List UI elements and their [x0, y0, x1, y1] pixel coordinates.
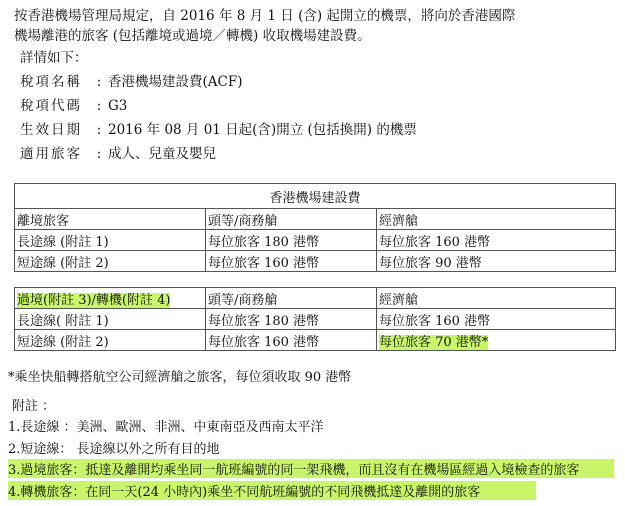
table-cell: 長途線 (附註 1) — [15, 230, 206, 251]
info-row-tax-name — [20, 70, 242, 90]
table-cell: 每位旅客 180 港幣 — [206, 309, 377, 330]
info-colon: : — [96, 122, 102, 138]
note-1: 1.長途線 ：美洲、歐洲、非洲、中東南亞及西南太平洋 — [8, 420, 324, 435]
footnote: *乘坐快船轉搭航空公司經濟艙之旅客，每位須收取 90 港幣 — [8, 370, 352, 385]
info-value: 成人、兒童及嬰兒 — [108, 146, 216, 162]
info-row-passengers — [20, 142, 216, 162]
table-cell: 短途線 (附註 2) — [15, 330, 206, 351]
info-label: 生效日期 — [20, 122, 82, 138]
table-header-row — [15, 209, 616, 230]
table-cell: 每位旅客 160 港幣 — [377, 230, 616, 251]
info-colon: : — [96, 74, 102, 90]
table-header-row — [15, 288, 616, 309]
table-cell: 長途線( 附註 1) — [15, 309, 206, 330]
intro-line-1: 按香港機場管理局規定，自 2016 年 8 月 1 日 (含) 起開立的機票，將向於香港國際 — [14, 8, 516, 24]
note-2: 2.短途線： 長途線以外之所有目的地 — [8, 442, 220, 457]
intro-line-3: 詳情如下： — [20, 50, 88, 66]
info-colon: : — [96, 146, 102, 162]
departure-fee-table — [14, 183, 616, 272]
table-cell: 每位旅客 180 港幣 — [206, 230, 377, 251]
table-cell: 每位旅客 160 港幣 — [206, 330, 377, 351]
table-row — [15, 330, 616, 351]
table-row — [15, 309, 616, 330]
table-cell: 每位旅客 160 港幣 — [206, 251, 377, 272]
table-row — [15, 230, 616, 251]
info-row-effective-date — [20, 118, 417, 138]
info-value: G3 — [108, 98, 128, 114]
table-title: 香港機場建設費 — [15, 184, 616, 209]
intro-line-2: 機場離港的旅客 (包括離境或過境／轉機) 收取機場建設費。 — [14, 28, 371, 44]
note-3: 3.過境旅客：抵達及離開均乘坐同一航班編號的同一架飛機，而且沒有在機場區經過入境檢查的旅客 — [8, 459, 614, 478]
header-cell: 離境旅客 — [15, 209, 206, 230]
highlighted-text: 過境(附註 3)/轉機(附註 4) — [17, 292, 171, 308]
info-value: 香港機場建設費(ACF) — [108, 74, 243, 90]
header-cell: 經濟艙 — [377, 209, 616, 230]
info-value: 2016 年 08 月 01 日起(含)開立 (包括換開) 的機票 — [108, 122, 417, 138]
header-cell — [15, 288, 206, 309]
notes-title: 附註 ： — [12, 399, 56, 414]
table-cell — [377, 330, 616, 351]
header-cell: 頭等/商務艙 — [206, 209, 377, 230]
table-row — [15, 251, 616, 272]
info-label: 適用旅客 — [20, 146, 82, 162]
header-cell: 頭等/商務艙 — [206, 288, 377, 309]
header-cell: 經濟艙 — [377, 288, 616, 309]
note-4: 4.轉機旅客：在同一天(24 小時內)乘坐不同航班編號的不同飛機抵達及離開的旅客 — [8, 481, 536, 500]
info-colon: : — [96, 98, 102, 114]
table-cell: 每位旅客 160 港幣 — [377, 309, 616, 330]
info-row-tax-code — [20, 94, 127, 114]
transit-fee-table — [14, 287, 616, 351]
table-cell: 每位旅客 90 港幣 — [377, 251, 616, 272]
info-label: 稅項名稱 — [20, 74, 82, 90]
highlighted-text: 每位旅客 70 港幣* — [379, 334, 489, 350]
info-label: 稅項代碼 — [20, 98, 82, 114]
table-cell: 短途線 (附註 2) — [15, 251, 206, 272]
